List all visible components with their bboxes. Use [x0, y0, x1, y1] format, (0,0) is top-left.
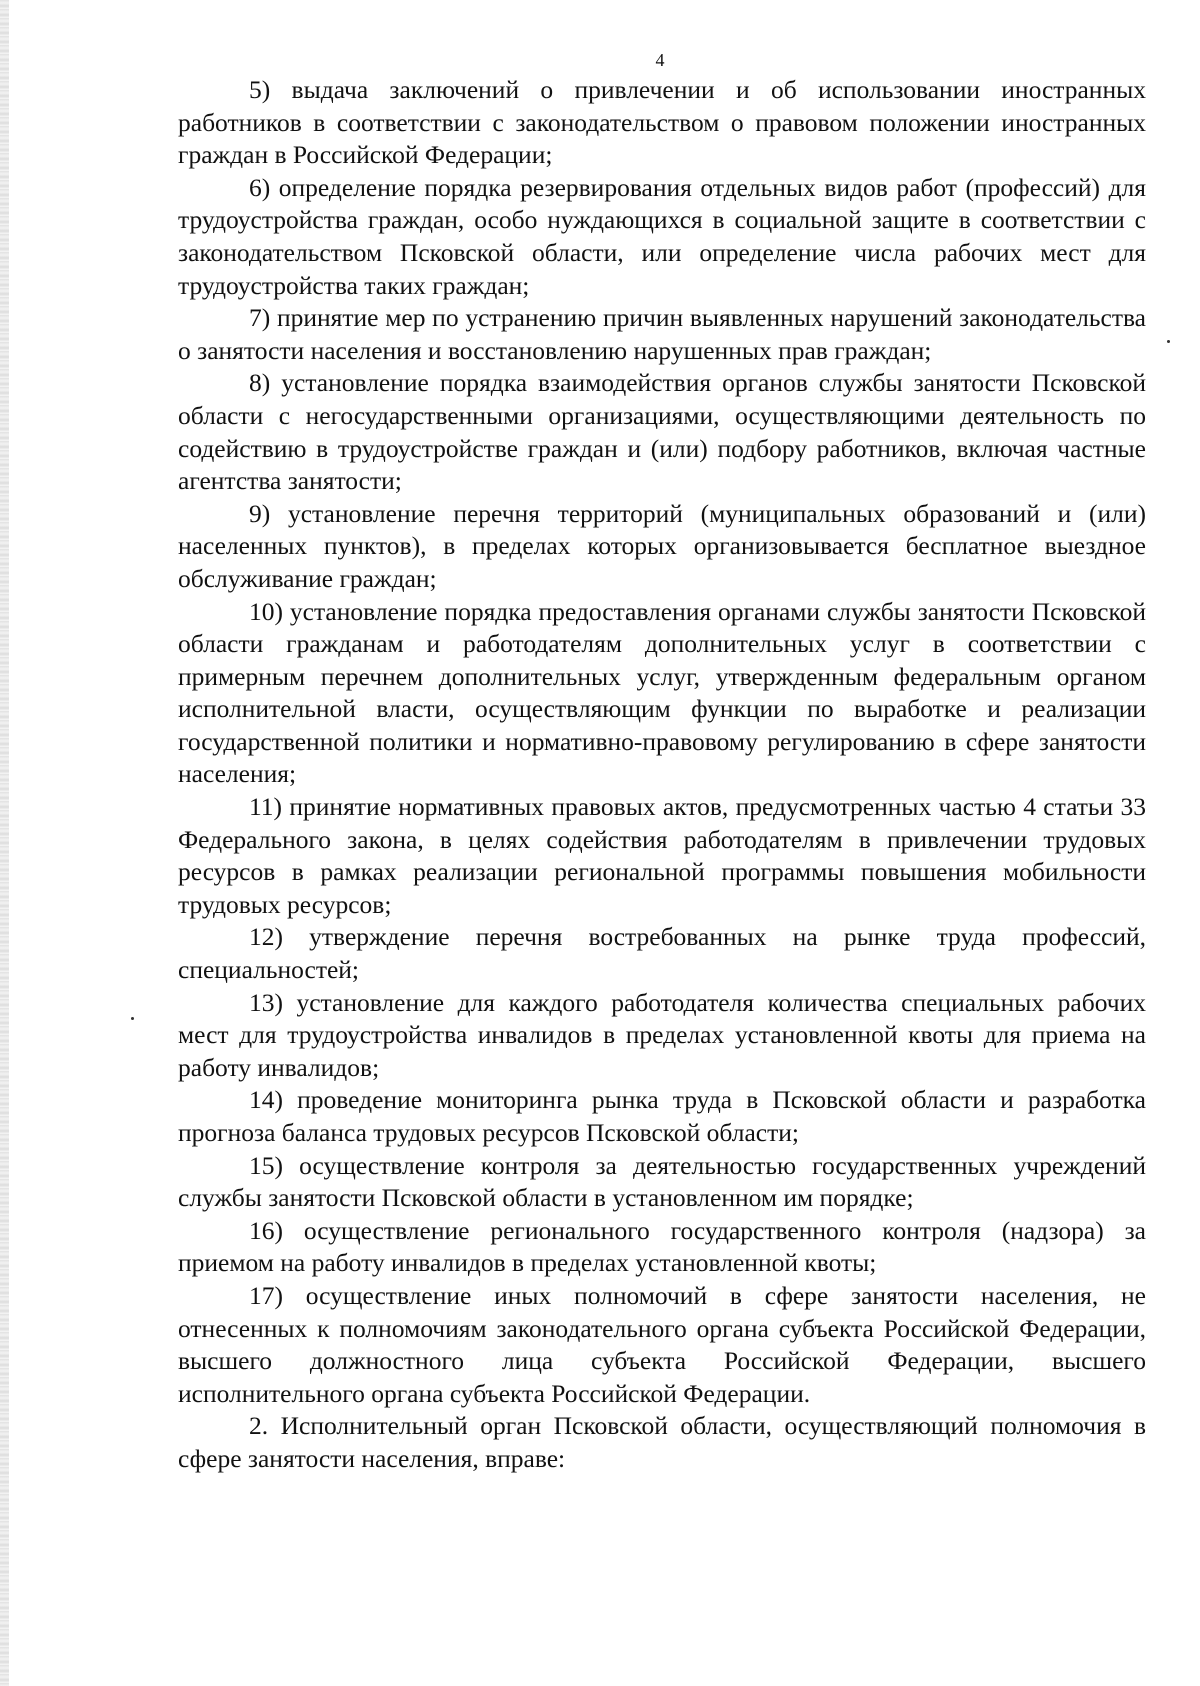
section-2-intro: 2. Исполнительный орган Псковской области, осуществляющий полномочия в сфере занятости населения, вправе: [178, 1411, 1146, 1473]
list-item-5: 5) выдача заключений о привлечении и об использовании иностранных работников в соответствии с законодательством о правовом положении иностранных граждан в Российской Федерации; [178, 75, 1146, 170]
list-item-7: 7) принятие мер по устранению причин выявленных нарушений законодательства о занятости населения и восстановлению нарушенных прав граждан; [178, 303, 1146, 365]
document-body [178, 74, 1146, 1476]
list-item-11: 11) принятие нормативных правовых актов, предусмотренных частью 4 статьи 33 Федерального закона, в целях содействия работодателям в привлечении трудовых ресурсов в рамках реализации региональной программы повышения мобильности трудовых ресурсов; [178, 792, 1146, 919]
scan-edge [0, 0, 9, 1686]
list-item-12: 12) утверждение перечня востребованных на рынке труда профессий, специальностей; [178, 922, 1146, 985]
list-item-6: 6) определение порядка резервирования отдельных видов работ (профессий) для трудоустройства граждан, особо нуждающихся в социальной защите в соответствии с законодательством Псковской области, или определение числа рабочих мест для трудоустройства таких граждан; [178, 172, 1146, 300]
list-item-8: 8) установление порядка взаимодействия органов службы занятости Псковской области с негосударственными организациями, осуществляющими деятельность по содействию в трудоустройстве граждан и (или) подбору работников, включая частные агентства занятости; [178, 368, 1146, 496]
scan-speck [131, 1017, 134, 1020]
list-item-10: 10) установление порядка предоставления органами службы занятости Псковской области гражданам и работодателям дополнительных услуг в соответствии с примерным перечнем дополнительных услуг, утвержденным федеральным органом исполнительной власти, осуществляющим функции по выработке и реализации государственной политики и нормативно-правовому регулированию в сфере занятости населения; [178, 596, 1146, 789]
list-item-9: 9) установление перечня территорий (муниципальных образований и (или) населенных пунктов), в пределах которых организовывается бесплатное выездное обслуживание граждан; [178, 498, 1146, 593]
list-item-14: 14) проведение мониторинга рынка труда в Псковской области и разработка прогноза баланса трудовых ресурсов Псковской области; [178, 1085, 1146, 1147]
list-item-15: 15) осуществление контроля за деятельностью государственных учреждений службы занятости Псковской области в установленном им порядке; [178, 1150, 1146, 1213]
page-number: 4 [655, 50, 665, 70]
list-item-17: 17) осуществление иных полномочий в сфере занятости населения, не отнесенных к полномочиям законодательного органа субъекта Российской Федерации, высшего должностного лица субъекта Российской Федерации, высшего исполнительного органа субъекта Российской Федерации. [178, 1280, 1146, 1408]
scan-speck [1167, 340, 1170, 343]
list-item-16: 16) осуществление регионального государственного контроля (надзора) за приемом на работу инвалидов в пределах установленной квоты; [178, 1215, 1146, 1278]
list-item-13: 13) установление для каждого работодателя количества специальных рабочих мест для трудоустройства инвалидов в пределах установленной квоты для приема на работу инвалидов; [178, 987, 1146, 1082]
